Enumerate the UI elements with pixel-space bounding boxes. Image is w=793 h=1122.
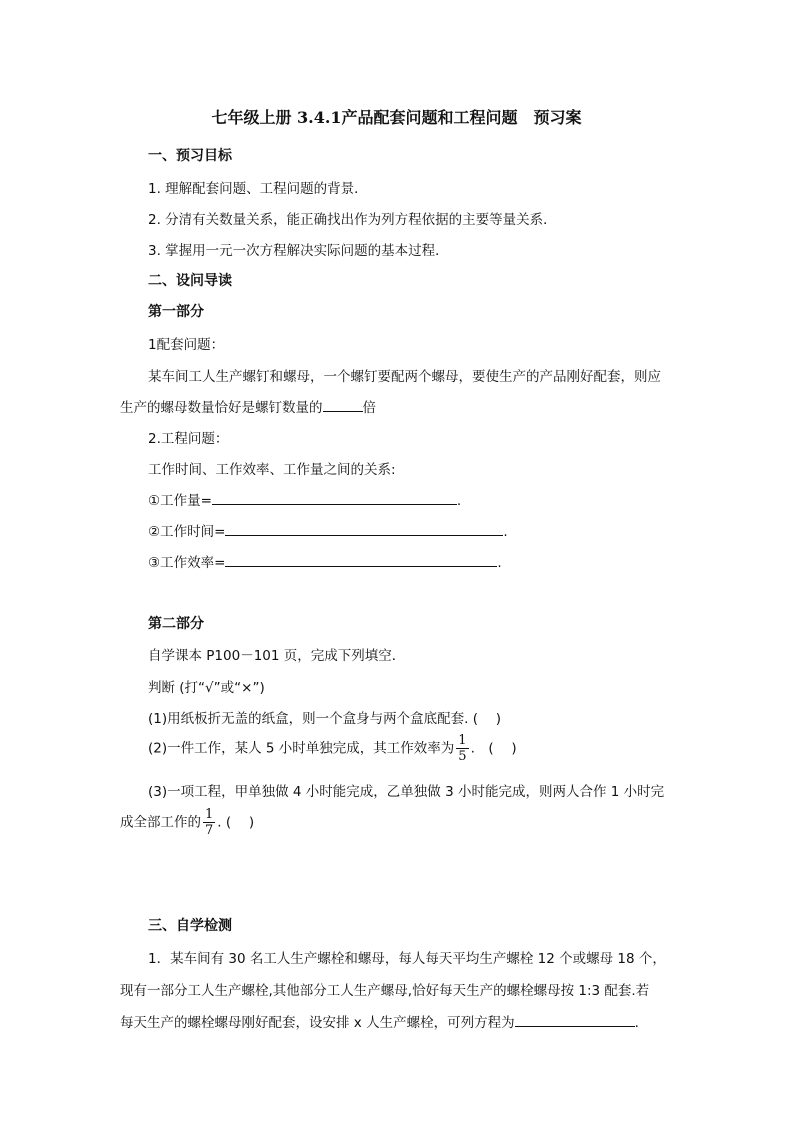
part-2-intro: 自学课本 P100－101 页，完成下列填空． [148, 648, 406, 664]
q2-label: 2.工程问题： [148, 431, 229, 447]
q1-line-2 [120, 396, 376, 416]
equation-answer-blank[interactable] [515, 1013, 635, 1027]
fraction-denominator: 7 [205, 823, 214, 838]
judge-instruction: 判断 (打“√”或“×”) [148, 680, 265, 696]
judge-item-3-text: 成全部工作的 [120, 814, 201, 831]
q1-line-1: 某车间工人生产螺钉和螺母，一个螺钉要配两个螺母，要使生产的产品刚好配套，则应 [148, 369, 661, 385]
fraction-one-seventh [203, 807, 215, 838]
judge-item-2 [148, 733, 517, 764]
problem-1-line-2: 现有一部分工人生产螺栓,其他部分工人生产螺母,恰好每天生产的螺栓螺母按 1:3 配套.若 [120, 983, 650, 999]
judge-item-3-line-2 [120, 807, 254, 838]
problem-1-line-3-text: 每天生产的螺栓螺母刚好配套，设安排 x 人生产螺栓，可列方程为 [120, 1015, 515, 1031]
fraction-one-fifth [456, 733, 468, 764]
relation-3 [148, 551, 502, 571]
relation-1 [148, 489, 461, 509]
section-2-heading: 二、设问导读 [148, 273, 232, 289]
relation-1-label: ①工作量= [148, 493, 212, 509]
relation-3-label: ③工作效率= [148, 555, 226, 571]
judge-item-3-line-1: (3)一项工程，甲单独做 4 小时能完成，乙单独做 3 小时能完成，则两人合作 1 小时完 [148, 784, 665, 800]
problem-1-line-3 [120, 1011, 639, 1031]
part-1-heading: 第一部分 [148, 304, 204, 320]
relation-2-period: . [503, 524, 508, 540]
section-3-heading: 三、自学检测 [148, 918, 232, 934]
q1-answer-blank[interactable] [323, 398, 363, 412]
relation-3-blank[interactable] [225, 553, 497, 567]
judge-item-1: (1)用纸板折无盖的纸盒，则一个盒身与两个盒底配套. ( ) [148, 711, 502, 727]
problem-1-line-1: 1．某车间有 30 名工人生产螺栓和螺母，每人每天平均生产螺栓 12 个或螺母 18 个， [148, 951, 666, 967]
relation-2-label: ②工作时间= [148, 524, 226, 540]
relation-2 [148, 520, 508, 540]
fraction-numerator: 1 [205, 807, 214, 822]
q1-line-2-text: 生产的螺母数量恰好是螺钉数量的 [120, 400, 323, 416]
problem-1-end: . [634, 1015, 639, 1031]
goal-1: 1. 理解配套问题、工程问题的背景． [148, 181, 368, 197]
fraction-denominator: 5 [458, 749, 467, 764]
q1-label: 1配套问题： [148, 337, 225, 353]
part-2-heading: 第二部分 [148, 616, 204, 632]
relation-3-period: . [497, 555, 502, 571]
goal-2: 2. 分清有关数量关系，能正确找出作为列方程依据的主要等量关系． [148, 212, 557, 228]
judge-item-2-end: . ( ) [470, 740, 517, 757]
fraction-numerator: 1 [458, 733, 467, 748]
page-title: 七年级上册 3.4.1产品配套问题和工程问题 预习案 [211, 108, 582, 127]
goal-3: 3. 掌握用一元一次方程解决实际问题的基本过程． [148, 243, 449, 259]
q2-intro: 工作时间、工作效率、工作量之间的关系: [148, 462, 396, 478]
q1-suffix: 倍 [362, 400, 376, 416]
judge-item-3-end: . ( ) [217, 814, 255, 831]
relation-2-blank[interactable] [225, 522, 503, 536]
judge-item-2-text: (2)一件工作，某人 5 小时单独完成，其工作效率为 [148, 740, 455, 757]
relation-1-blank[interactable] [212, 491, 457, 505]
section-1-heading: 一、预习目标 [148, 148, 232, 164]
relation-1-period: . [456, 493, 462, 509]
